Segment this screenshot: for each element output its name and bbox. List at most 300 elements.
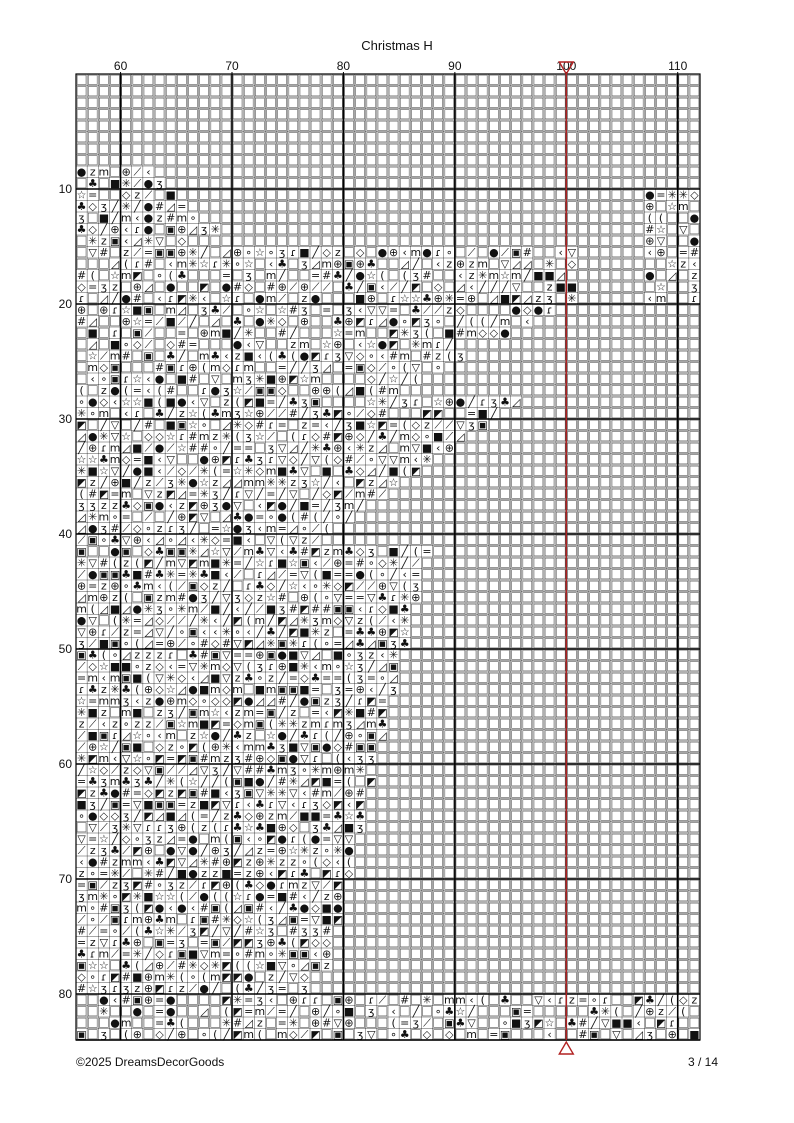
- stitch-symbol: ♣: [87, 648, 98, 662]
- stitch-symbol: ⊕: [455, 257, 465, 271]
- stitch-symbol: (: [291, 349, 296, 363]
- stitch-symbol: m: [488, 268, 500, 282]
- stitch-symbol: ✳: [299, 843, 309, 857]
- stitch-symbol: ♣: [377, 590, 388, 604]
- stitch-symbol: ʒ: [234, 786, 241, 800]
- stitch-symbol: ʒ: [334, 349, 342, 363]
- stitch-symbol: z: [691, 268, 698, 282]
- stitch-symbol: ‹: [201, 291, 207, 305]
- row-label: 40: [58, 527, 72, 541]
- stitch-symbol: ʒ: [345, 717, 353, 731]
- stitch-symbol: ɾ: [301, 636, 308, 650]
- stitch-symbol: z: [201, 866, 208, 880]
- stitch-symbol: ◩: [410, 464, 422, 478]
- stitch-symbol: ◇: [121, 188, 131, 202]
- stitch-symbol: ʒ: [100, 280, 108, 294]
- stitch-symbol: ʒ: [167, 475, 174, 489]
- stitch-symbol: =: [233, 441, 243, 455]
- stitch-symbol: ╱: [256, 487, 264, 501]
- stitch-symbol: ●: [165, 993, 176, 1007]
- stitch-symbol: ◇: [567, 257, 577, 271]
- stitch-symbol: ∘: [423, 429, 431, 443]
- stitch-symbol: ◩: [366, 774, 377, 788]
- stitch-symbol: ◇: [77, 970, 86, 984]
- stitch-symbol: ɾ: [167, 648, 174, 662]
- stitch-symbol: ✳: [121, 199, 131, 213]
- stitch-symbol: ◩: [154, 981, 165, 995]
- stitch-symbol: ■: [299, 498, 310, 512]
- stitch-symbol: #: [121, 786, 131, 800]
- stitch-symbol: #: [299, 544, 309, 558]
- stitch-symbol: ʒ: [345, 418, 353, 432]
- stitch-symbol: ▽: [367, 303, 376, 317]
- stitch-symbol: ɾ: [89, 947, 96, 961]
- stitch-symbol: ◇: [367, 360, 376, 374]
- stitch-symbol: ♣: [154, 855, 165, 869]
- stitch-symbol: ✳: [177, 475, 187, 489]
- stitch-symbol: ▽: [222, 671, 231, 685]
- stitch-symbol: ‹: [391, 613, 396, 627]
- stitch-symbol: ✳: [132, 889, 142, 903]
- stitch-symbol: ◇: [266, 579, 276, 593]
- stitch-symbol: ■: [165, 809, 176, 823]
- stitch-symbol: ʒ: [78, 498, 85, 512]
- stitch-symbol: (: [413, 372, 418, 386]
- stitch-symbol: ‹: [157, 291, 162, 305]
- stitch-symbol: ▣: [377, 636, 388, 650]
- stitch-symbol: #: [166, 383, 176, 397]
- stitch-symbol: m: [254, 947, 266, 961]
- stitch-symbol: #: [143, 257, 153, 271]
- stitch-symbol: ■: [421, 441, 433, 455]
- stitch-symbol: ■: [132, 441, 143, 455]
- stitch-symbol: ◩: [332, 406, 344, 420]
- stitch-symbol: ⊕: [311, 383, 321, 397]
- stitch-symbol: =: [344, 556, 354, 570]
- stitch-symbol: ⊕: [299, 590, 309, 604]
- stitch-symbol: (: [168, 268, 173, 282]
- stitch-symbol: ■: [176, 372, 188, 386]
- stitch-symbol: ▽: [344, 613, 354, 627]
- stitch-symbol: ◿: [378, 728, 387, 742]
- stitch-symbol: ʒ: [301, 303, 308, 317]
- stitch-symbol: ∘: [256, 832, 264, 846]
- stitch-symbol: (: [280, 533, 285, 547]
- stitch-symbol: ʒ: [100, 843, 108, 857]
- stitch-symbol: ☆: [188, 418, 198, 432]
- stitch-symbol: =: [77, 878, 87, 892]
- stitch-symbol: ▣: [132, 326, 143, 340]
- stitch-symbol: ⊕: [266, 935, 276, 949]
- stitch-symbol: ●: [355, 567, 365, 581]
- stitch-symbol: #: [143, 878, 153, 892]
- stitch-symbol: ▽: [155, 671, 164, 685]
- stitch-symbol: ɾ: [134, 257, 141, 271]
- stitch-symbol: (: [335, 383, 340, 397]
- stitch-symbol: ♣: [87, 176, 98, 190]
- chart-title: Christmas H: [361, 38, 433, 53]
- stitch-symbol: ◿: [166, 199, 175, 213]
- stitch-symbol: ✳: [121, 820, 131, 834]
- stitch-symbol: ♣: [566, 1016, 577, 1030]
- stitch-symbol: (: [135, 636, 140, 650]
- stitch-symbol: ◇: [322, 935, 331, 949]
- stitch-symbol: ■: [265, 602, 277, 616]
- stitch-symbol: m: [388, 383, 399, 397]
- stitch-symbol: ◇: [177, 234, 187, 248]
- stitch-symbol: (: [313, 855, 318, 869]
- stitch-symbol: ‹: [692, 257, 697, 271]
- stitch-symbol: ◩: [221, 958, 232, 972]
- stitch-symbol: ╱: [278, 395, 286, 409]
- stitch-symbol: ⟋: [322, 280, 331, 294]
- stitch-symbol: ♣: [76, 199, 87, 213]
- stitch-symbol: ◩: [332, 912, 344, 926]
- stitch-symbol: ∘: [434, 360, 442, 374]
- stitch-symbol: ♣: [76, 222, 87, 236]
- stitch-symbol: ⟋: [356, 406, 364, 420]
- stitch-symbol: z: [212, 475, 219, 489]
- stitch-symbol: z: [212, 579, 219, 593]
- stitch-symbol: #: [188, 372, 198, 386]
- stitch-symbol: ‹: [335, 475, 341, 489]
- stitch-symbol: m: [455, 993, 466, 1007]
- stitch-symbol: ɾ: [100, 441, 107, 455]
- stitch-symbol: ♣: [110, 533, 120, 547]
- stitch-symbol: z: [89, 475, 96, 489]
- stitch-symbol: #: [210, 855, 220, 869]
- stitch-symbol: ●: [110, 786, 120, 800]
- stitch-symbol: ʒ: [212, 498, 219, 512]
- stitch-symbol: ʒ: [301, 395, 308, 409]
- stitch-symbol: #: [255, 763, 265, 777]
- stitch-symbol: ☆: [410, 291, 421, 305]
- stitch-symbol: ✳: [400, 590, 410, 604]
- stitch-symbol: #: [366, 705, 376, 719]
- stitch-symbol: ◿: [233, 475, 242, 489]
- stitch-symbol: ʒ: [312, 406, 319, 420]
- stitch-symbol: ʒ: [245, 268, 252, 282]
- stitch-symbol: ♣: [332, 809, 343, 823]
- stitch-symbol: ✳: [110, 866, 120, 880]
- stitch-symbol: ◩: [377, 705, 388, 719]
- stitch-symbol: ⊕: [155, 958, 165, 972]
- stitch-symbol: ◇: [255, 464, 265, 478]
- stitch-symbol: (: [190, 809, 196, 823]
- stitch-symbol: ▽: [133, 797, 142, 811]
- stitch-symbol: ■: [87, 705, 98, 719]
- stitch-symbol: ╱: [133, 418, 141, 432]
- stitch-symbol: z: [89, 165, 96, 179]
- stitch-symbol: =: [311, 498, 321, 512]
- stitch-symbol: ●: [377, 337, 388, 351]
- stitch-symbol: ✳: [77, 464, 87, 478]
- stitch-symbol: m: [120, 1016, 132, 1030]
- stitch-symbol: m: [87, 360, 99, 374]
- stitch-symbol: ╱: [122, 464, 130, 478]
- stitch-symbol: ♣: [121, 935, 132, 949]
- stitch-symbol: m: [365, 717, 377, 731]
- stitch-symbol: ♣: [87, 774, 98, 788]
- stitch-symbol: ⟋: [88, 717, 97, 731]
- stitch-symbol: ▽: [367, 590, 376, 604]
- stitch-symbol: ☆: [299, 372, 310, 386]
- stitch-symbol: m: [332, 717, 344, 731]
- stitch-symbol: ɾ: [256, 567, 263, 581]
- stitch-symbol: ▽: [378, 303, 387, 317]
- stitch-symbol: ■: [109, 176, 121, 190]
- stitch-symbol: ⟋: [445, 418, 454, 432]
- stitch-symbol: ■: [288, 740, 299, 754]
- stitch-symbol: ʒ: [490, 395, 498, 409]
- stitch-symbol: ◿: [211, 314, 220, 328]
- stitch-symbol: ●: [165, 843, 176, 857]
- stitch-symbol: ∘: [356, 728, 364, 742]
- stitch-symbol: ╱: [323, 510, 331, 524]
- stitch-symbol: ◩: [165, 487, 176, 501]
- stitch-symbol: ╱: [401, 280, 409, 294]
- stitch-symbol: ╱: [278, 268, 286, 282]
- stitch-symbol: ▽: [188, 659, 198, 673]
- stitch-symbol: ▣: [510, 1004, 522, 1018]
- stitch-symbol: ♣: [154, 912, 165, 926]
- stitch-symbol: ◿: [99, 602, 109, 616]
- stitch-symbol: ‹: [246, 797, 251, 811]
- stitch-symbol: ɾ: [301, 797, 308, 811]
- stitch-symbol: (: [291, 510, 296, 524]
- stitch-symbol: =: [155, 993, 165, 1007]
- stitch-symbol: (: [202, 740, 207, 754]
- stitch-symbol: z: [691, 993, 698, 1007]
- stitch-symbol: ∘: [334, 510, 342, 524]
- stitch-symbol: ■: [165, 188, 176, 202]
- stitch-symbol: ∘: [178, 740, 186, 754]
- stitch-symbol: ⊕: [143, 993, 153, 1007]
- stitch-symbol: ♣: [299, 866, 310, 880]
- stitch-symbol: ∘: [122, 636, 130, 650]
- stitch-symbol: ◩: [633, 993, 644, 1007]
- stitch-symbol: ‹: [302, 889, 307, 903]
- stitch-symbol: ▽: [88, 556, 97, 570]
- stitch-symbol: ■: [299, 625, 310, 639]
- stitch-symbol: (: [79, 487, 84, 501]
- stitch-symbol: ■: [276, 889, 288, 903]
- stitch-symbol: ‹: [146, 533, 151, 547]
- stitch-symbol: ☆: [500, 268, 510, 282]
- stitch-symbol: m: [209, 326, 221, 340]
- stitch-symbol: (: [157, 383, 162, 397]
- stitch-symbol: (: [190, 820, 196, 834]
- stitch-symbol: ‹: [235, 740, 240, 754]
- stitch-symbol: m: [187, 717, 199, 731]
- stitch-symbol: ◇: [300, 671, 309, 685]
- stitch-symbol: ‹: [636, 1016, 641, 1030]
- stitch-symbol: =: [322, 303, 332, 317]
- stitch-symbol: ■: [132, 705, 143, 719]
- stitch-symbol: ⟋: [77, 533, 86, 547]
- stitch-symbol: ‹: [346, 797, 352, 811]
- stitch-symbol: ʒ: [122, 694, 130, 708]
- stitch-symbol: (: [168, 579, 173, 593]
- stitch-symbol: =: [199, 809, 209, 823]
- stitch-symbol: ╱: [189, 613, 197, 627]
- stitch-symbol: m: [243, 1027, 255, 1041]
- stitch-symbol: ⊕: [210, 843, 220, 857]
- stitch-symbol: ◿: [155, 809, 164, 823]
- column-label: 100: [556, 59, 577, 73]
- stitch-symbol: ▣: [276, 682, 288, 696]
- stitch-symbol: ╱: [111, 199, 119, 213]
- stitch-symbol: ▽: [311, 878, 320, 892]
- stitch-symbol: ‹: [324, 418, 329, 432]
- stitch-symbol: ⟋: [178, 613, 186, 627]
- stitch-symbol: =: [121, 947, 131, 961]
- stitch-symbol: ╱: [323, 1004, 331, 1018]
- stitch-symbol: ▽: [612, 1027, 621, 1041]
- stitch-symbol: ▣: [265, 648, 277, 662]
- stitch-symbol: ∘: [345, 648, 353, 662]
- stitch-symbol: =: [88, 694, 98, 708]
- stitch-symbol: ∘: [111, 924, 119, 938]
- stitch-symbol: ◇: [199, 958, 209, 972]
- stitch-symbol: #: [99, 556, 109, 570]
- stitch-symbol: ▽: [110, 418, 120, 432]
- stitch-symbol: ◿: [300, 774, 309, 788]
- stitch-symbol: ✳: [355, 441, 365, 455]
- stitch-symbol: ◿: [311, 257, 320, 271]
- stitch-symbol: ☆: [132, 728, 143, 742]
- stitch-symbol: =: [366, 671, 376, 685]
- stitch-symbol: ɾ: [100, 625, 107, 639]
- stitch-symbol: m: [321, 659, 333, 673]
- stitch-symbol: ʒ: [234, 590, 241, 604]
- stitch-symbol: ♣: [243, 671, 254, 685]
- stitch-symbol: ☆: [366, 337, 377, 351]
- stitch-symbol: m: [332, 544, 344, 558]
- stitch-symbol: (: [124, 1027, 129, 1041]
- stitch-symbol: #: [110, 521, 120, 535]
- stitch-symbol: ■: [210, 556, 221, 570]
- stitch-symbol: ◿: [389, 671, 398, 685]
- stitch-symbol: ✳: [77, 751, 87, 765]
- stitch-symbol: =: [177, 832, 187, 846]
- stitch-symbol: ▣: [276, 636, 288, 650]
- stitch-symbol: #: [389, 349, 399, 363]
- stitch-symbol: m: [176, 257, 188, 271]
- stitch-symbol: ʒ: [89, 797, 96, 811]
- stitch-symbol: z: [323, 889, 330, 903]
- stitch-symbol: m: [276, 1027, 288, 1041]
- stitch-symbol: ■: [611, 1016, 622, 1030]
- stitch-symbol: #: [244, 763, 254, 777]
- stitch-symbol: ‹: [268, 993, 274, 1007]
- stitch-symbol: ⟋: [144, 188, 153, 202]
- stitch-symbol: ▽: [166, 452, 175, 466]
- stitch-symbol: ■: [165, 395, 176, 409]
- stitch-symbol: ɾ: [123, 372, 130, 386]
- stitch-symbol: ◿: [322, 360, 331, 374]
- stitch-symbol: ɾ: [268, 797, 274, 811]
- stitch-symbol: ◇: [367, 406, 376, 420]
- stitch-symbol: #: [99, 855, 109, 869]
- stitch-symbol: ⊕: [377, 625, 387, 639]
- stitch-symbol: (: [313, 590, 318, 604]
- stitch-symbol: ▣: [265, 383, 277, 397]
- stitch-symbol: ◩: [165, 855, 176, 869]
- stitch-symbol: ╱: [211, 981, 219, 995]
- stitch-symbol: ▽: [199, 510, 209, 524]
- stitch-symbol: m: [677, 199, 689, 213]
- stitch-symbol: ●: [277, 510, 287, 524]
- stitch-symbol: ▣: [87, 533, 98, 547]
- stitch-symbol: #: [277, 694, 287, 708]
- stitch-symbol: ■: [143, 797, 154, 811]
- stitch-symbol: z: [658, 1004, 664, 1018]
- stitch-symbol: =: [344, 590, 354, 604]
- stitch-symbol: m: [120, 487, 132, 501]
- stitch-symbol: ◩: [232, 970, 243, 984]
- stitch-symbol: ╱: [356, 280, 364, 294]
- stitch-symbol: =: [333, 671, 343, 685]
- stitch-symbol: ▣: [143, 498, 154, 512]
- stitch-symbol: ☆: [544, 1016, 555, 1030]
- stitch-symbol: =: [344, 625, 354, 639]
- stitch-symbol: ●: [277, 498, 287, 512]
- stitch-symbol: ◿: [177, 533, 187, 547]
- stitch-symbol: ●: [188, 590, 198, 604]
- stitch-symbol: z: [568, 993, 575, 1007]
- stitch-symbol: ╱: [490, 314, 498, 328]
- stitch-symbol: =: [344, 567, 354, 581]
- stitch-symbol: ⊕: [110, 222, 120, 236]
- stitch-symbol: ▽: [277, 441, 287, 455]
- stitch-symbol: ▽: [266, 544, 276, 558]
- stitch-symbol: ▽: [155, 234, 164, 248]
- stitch-symbol: ‹: [413, 452, 419, 466]
- stitch-symbol: ‹: [101, 717, 107, 731]
- stitch-symbol: ☆: [388, 372, 399, 386]
- stitch-symbol: ʒ: [200, 590, 208, 604]
- stitch-symbol: #: [188, 441, 198, 455]
- stitch-symbol: z: [323, 625, 330, 639]
- stitch-symbol: ✳: [667, 188, 677, 202]
- stitch-symbol: ɾ: [134, 406, 141, 420]
- stitch-symbol: z: [234, 671, 241, 685]
- stitch-symbol: ▽: [177, 556, 187, 570]
- stitch-symbol: ■: [354, 291, 366, 305]
- stitch-symbol: ∘: [145, 521, 152, 535]
- stitch-symbol: z: [290, 337, 297, 351]
- stitch-symbol: ▣: [176, 947, 188, 961]
- stitch-symbol: ╱: [234, 924, 241, 938]
- stitch-symbol: (: [346, 855, 352, 869]
- stitch-symbol: ╱: [390, 567, 397, 581]
- stitch-symbol: ɾ: [435, 245, 442, 259]
- stitch-symbol: ■: [143, 395, 154, 409]
- stitch-symbol: ☆: [98, 958, 109, 972]
- stitch-symbol: ●: [199, 889, 209, 903]
- stitch-symbol: z: [178, 981, 185, 995]
- stitch-symbol: ∘: [111, 648, 119, 662]
- stitch-symbol: (: [402, 418, 407, 432]
- stitch-symbol: ●: [188, 475, 198, 489]
- stitch-symbol: ◿: [199, 671, 209, 685]
- stitch-symbol: ●: [299, 901, 310, 915]
- stitch-symbol: ʒ: [390, 636, 397, 650]
- stitch-symbol: z: [78, 717, 85, 731]
- stitch-symbol: ʒ: [301, 257, 308, 271]
- stitch-symbol: ♣: [321, 820, 332, 834]
